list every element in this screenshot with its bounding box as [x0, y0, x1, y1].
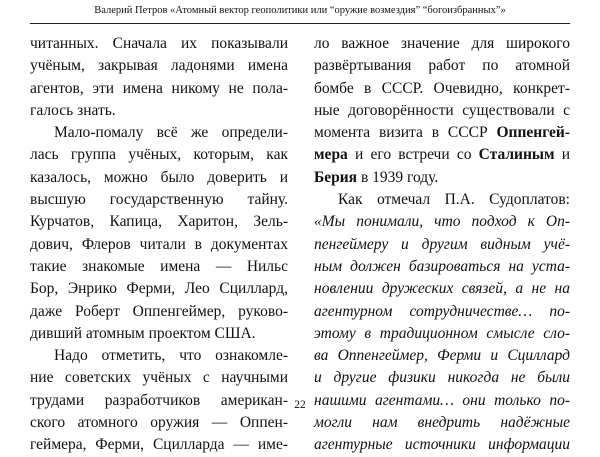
header-rule: [30, 23, 570, 24]
quote-line: агентурном сотрудничестве… по-: [314, 302, 570, 320]
text-fragment: в 1939 году.: [360, 168, 439, 186]
text-line: дович, Флеров читали в документах: [30, 235, 288, 253]
text-line: дивший атомным проектом США.: [30, 324, 256, 342]
text-line: ные договорённости существовали с: [314, 101, 570, 119]
bold-name: Сталиным: [478, 146, 555, 164]
text-line: агентов, эти имена никому не пола-: [30, 79, 288, 97]
text-fragment: момента визита в СССР: [314, 124, 488, 142]
quote-line: могли нам внедрить надёжные: [314, 414, 570, 432]
text-line: читанных. Сначала их показывали: [30, 35, 288, 52]
right-column: [314, 33, 570, 457]
left-column: [30, 33, 288, 457]
text-line: Бор, Энрико Ферми, Лео Сциллард,: [30, 280, 288, 298]
text-line: высшую государственную тайну.: [30, 191, 288, 209]
text-line: учёным, закрывая ладонями имена: [30, 57, 288, 75]
quote-line: ным должен базироваться на уста-: [314, 257, 570, 275]
quote-line: этому в традиционном смысле сло-: [314, 324, 570, 342]
text-line: [314, 122, 570, 144]
text-line: трудами разработчиков американ-: [30, 391, 288, 409]
quote-line: агентурные источники информации: [314, 436, 570, 454]
text-line: [314, 167, 570, 189]
text-fragment: и: [561, 146, 571, 164]
text-line: лась группа учёных, которым, как: [30, 146, 288, 164]
text-line: бомбе в СССР. Очевидно, конкрет-: [314, 79, 570, 97]
text-line: такие знакомые имена — Нильс: [30, 257, 288, 275]
text-fragment: и его встречи со: [355, 146, 472, 164]
bold-name: Оппенгей-: [496, 124, 571, 142]
text-line: ло важное значение для широкого: [314, 35, 570, 52]
quote-line: пенгеймеру и другим видным учё-: [314, 235, 570, 253]
text-line: ского атомного оружия — Оппен-: [30, 414, 288, 432]
text-line: развёртывания работ по атомной: [314, 57, 570, 75]
bold-name: мера: [314, 146, 348, 164]
text-line: ние советских учёных с научными: [30, 369, 288, 387]
quote-line: «Мы понимали, что подход к Оп-: [314, 213, 570, 231]
quote-line: и другие физики никогда не были: [314, 369, 570, 387]
quote-line: нашими агентами… они только по-: [314, 391, 570, 409]
text-line: Мало-помалу всё же определи-: [54, 124, 288, 142]
text-line: Надо отметить, что ознакомле-: [54, 347, 288, 365]
quote-line: новлении дружеских связей, а не на: [314, 280, 570, 298]
quote-line: ва Оппенгеймер, Ферми и Сциллард: [314, 347, 570, 365]
page-number: 22: [294, 399, 306, 411]
bold-name: Берия: [314, 168, 358, 186]
running-header: Валерий Петров «Атомный вектор геополитики или “оружие возмездия” “богоизбранных”»: [94, 5, 506, 16]
text-line: казалось, можно было доверить и: [30, 168, 288, 186]
text-line: галось знать.: [30, 101, 116, 119]
text-line: геймера, Ферми, Сциллардa — име-: [30, 436, 288, 454]
text-line: [314, 144, 570, 166]
text-line: Как отмечал П.А. Судоплатов:: [338, 191, 570, 209]
text-line: даже Роберт Оппенгеймер, руково-: [30, 302, 288, 320]
text-line: Курчатов, Капица, Харитон, Зель-: [30, 213, 288, 231]
